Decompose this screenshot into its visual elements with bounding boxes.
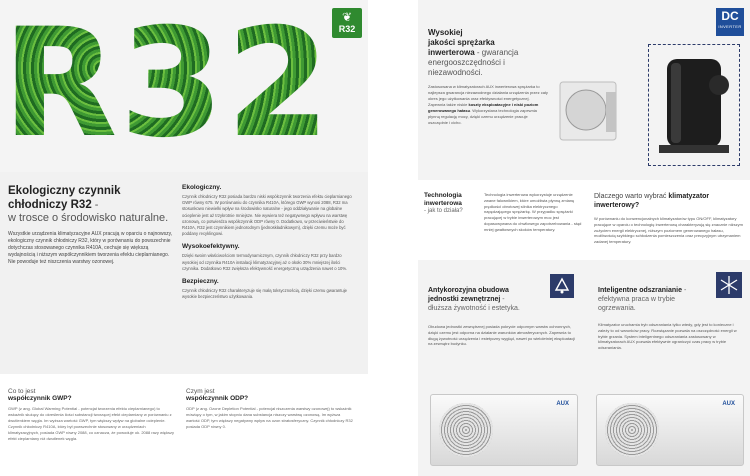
r32-badge-label: R32 [338, 24, 356, 34]
why-title-bold: klimatyzator inwerterowy? [594, 193, 710, 209]
compressor-title-2: jakości sprężarka [428, 38, 495, 47]
intro-title-line1: Ekologiczny czynnik [8, 185, 121, 197]
odp-q2: współczynnik ODP? [186, 395, 249, 402]
snowflake-icon [716, 272, 742, 298]
tech-subtitle: - jak to działa? [424, 208, 463, 214]
tech-title-block [424, 192, 478, 214]
dc-inverter-badge [716, 8, 744, 36]
ice-subtitle: - efektywna praca w trybie ogrzewania. [598, 287, 687, 312]
gwp-block [8, 388, 176, 442]
feature-body-safe: Czynnik chłodniczy R32 charakteryzuje się małą toksycznością, dzięki czemu gwarantuje wysokie bezpieczeństwo użytkowania. [182, 288, 348, 300]
anti-subtitle: - dłuższa żywotność i estetyka. [428, 296, 520, 312]
compressor-photo [649, 45, 739, 165]
compressor-text [428, 28, 548, 126]
feature-title-efficient: Wysokoefektywny. [182, 243, 240, 251]
r32-intro-subtitle: w trosce o środowisko naturalne. [8, 212, 169, 224]
why-inverter-block [594, 192, 744, 245]
r32-intro-body: Wszystkie urządzenia klimatyzacyjne AUX pracują w oparciu o najnowszy, ekologiczny czynnik chłodniczy R32, który w porównaniu do powszechnie dotychczas stosowanego czynnika R410A, cechuje się większą wydajnością i niższym współczynnikiem tworzenia efektu cieplarnianego. Nie powoduje też niszczenia warstwy ozonowej. [8, 231, 173, 265]
compressor-title [428, 28, 548, 78]
inverter-tech-section [418, 180, 750, 260]
anticorrosion-title [428, 286, 528, 313]
compressor-image-frame [648, 44, 740, 166]
right-page [418, 0, 750, 476]
why-inverter-title [594, 192, 744, 210]
feature-body-ecological: Czynnik chłodniczy R32 posiada bardzo niski współczynnik tworzenia efektu cieplarnianego GWP równy 675. W porównaniu do czynnika R410A, którego GWP wynosi 2088, R32 ma stosunkowo niewielki wpływ na środowisko naturalne - jego oddziaływanie na globalne ocieplenie jest aż trzykrotnie mniejsze. Nie wywiera też negatywnego wpływu na warstwę ozonową, co potwierdza współczynnik ODP równy 0. Dodatkowo, w przeciwieństwie do R410A, R32 jest czynnikiem jednorodnym (jednoskładnikowym), dzięki czemu może być poddany recyklingowi. [182, 194, 352, 237]
feature-title-safe: Bezpieczny. [182, 278, 219, 286]
defrost-body: Klimatyzator uruchamia tryb odszraniania tylko wtedy, gdy jest to konieczne i zależy to od warunków pracy. Rozwiązanie pozwala na oszczędność energii w trybie grzania. System inteligentnego odszraniania zastosowany w klimatyzatorach AUX pozwala efektywnie ograniczyć czas pracy w trybie odszraniania. [598, 322, 737, 351]
compressor-body-post: . Wykorzystana technologia zapewnia płynną regulację mocy, dzięki czemu urządzenie pracuje oszczędnie i cicho. [428, 108, 537, 125]
dc-label: DC [721, 9, 739, 23]
fan-grille [439, 403, 493, 457]
gwp-q1: Co to jest [8, 388, 36, 395]
outdoor-unit-snow-image [596, 394, 744, 466]
r32-badge [332, 8, 362, 38]
gwp-q2: współczynnik GWP? [8, 395, 72, 402]
why-inverter-body: W porównaniu do konwencjonalnych klimatyzatorów typu ON/OFF, klimatyzatory pracujące w oparciu o technologię inwerterową charakteryzują się znacznie niższym zużyciem energii elektrycznej, niższym poziomem generowanego hałasu, możliwością szybkiego schłodzenia pomieszczenia oraz precyzyjnym utrzymaniem zadanej temperatury. [594, 216, 743, 245]
feature-title-ecological: Ekologiczny. [182, 184, 222, 191]
r32-features [182, 184, 354, 300]
fan-grille-snow [605, 403, 659, 457]
odp-body: ODP (z ang. Ozone Depletion Potential - potencjał niszczenia warstwy ozonowej) to wskaźnik mówiący o tym, w jakim stopniu dana substancja niszczy warstwę ozonową. Im wyższa wartość ODP, tym większy negatywny wpływ na ozon stratosferyczny. Czynnik chłodniczy R32 posiada ODP równy 0. [186, 406, 353, 429]
r32-intro [8, 184, 174, 266]
compressor-title-rest: - gwarancja energooszczędności i niezawodności. [428, 48, 519, 77]
anticorrosion-section [418, 264, 584, 476]
inverter-label: INVERTER [718, 24, 742, 29]
odp-q1: Czym jest [186, 388, 215, 395]
defrost-section [586, 264, 750, 476]
outdoor-unit-image [430, 394, 578, 466]
tech-body: Technologia inwerterowa wykorzystuje urządzenie zwane falownikiem, które umożliwia płynną zmianę prędkości obrotowej silnika elektrycznego napędzającego sprężarkę. W przypadku sprężarki pracującej w trybie inwerterowym moc jest dopasowywana do chwilowego zapotrzebowania - stąd mniej gwałtownych skoków temperatury. [484, 192, 582, 232]
odp-block [186, 388, 354, 430]
anti-title-bold: Antykorozyjna obudowa jednostki zewnętrznej [428, 287, 509, 303]
defrost-title [598, 286, 708, 313]
r32-leaf-lettering: R32 [2, 0, 333, 171]
compressor-title-3: inwerterowa [428, 48, 475, 57]
outdoor-unit-photo [556, 62, 626, 150]
ice-title-bold: Inteligentne odszranianie [598, 287, 683, 294]
compressor-body-pre: Zastosowana w klimatyzatorach AUX inwerterowa sprężarka to najlepsza gwarancja niezawodnego działania urządzenia przez cały okres jego użytkowania oraz efektywności energetycznej. Zapewnia także niskie [428, 84, 548, 107]
compressor-body-bold: koszty eksploatacyjne i niski poziom generowanego hałasu [428, 102, 539, 113]
anticorrosion-icon [550, 274, 574, 298]
r32-hero [0, 0, 368, 172]
aux-logo-snow: AUX [722, 401, 735, 407]
compressor-body [428, 84, 548, 126]
aux-logo: AUX [556, 401, 569, 407]
why-title-pre: Dlaczego warto wybrać [594, 193, 669, 200]
intro-title-sep: - [91, 199, 99, 211]
gwp-odp-section [0, 374, 368, 476]
feature-body-efficient: Dzięki swoim właściwościom termodynamicznym, czynnik chłodniczy R32 przy bardzo wysokiej od czynnika R410A instalacji klimatyzacyjnej aż o około 30% mniejszej ilości czynnika. Dodatkowo R32 zwiększa efektywność energetyczną urządzenia nawet o 10%. [182, 253, 348, 271]
leaf-icon: ❦ [341, 10, 353, 24]
r32-intro-title [8, 184, 174, 212]
left-page [0, 0, 368, 476]
compressor-title-1: Wysokiej [428, 28, 463, 37]
gwp-body: GWP (z ang. Global Warming Potential - potencjał tworzenia efektu cieplarnianego) to wskaźnik służący do określenia ilości substancji tworzącej efekt cieplarniany w porównaniu z dwutlenkiem węgla. Im wyższa wartość GWP, tym większy wpływ na globalne ocieplenie. Czynnik chłodniczy R410A, który był powszechnie stosowany w urządzeniach klimatyzacyjnych, posiada GWP równy 2088, co oznacza, że powoduje ok. 2088 razy większy efekt cieplarniany niż dwutlenek węgla. [8, 406, 175, 441]
anticorrosion-body: Obudowa jednostki zewnętrznej posiada pokrycie odpornym warstw ochronnych, dzięki czemu jest odporna na działanie warunków atmosferycznych. Zapewnia to długą żywotność urządzenia i estetyczny wygląd, nawet po wieloletniej eksploatacji na zewnątrz budynku. [428, 324, 575, 347]
intro-title-line2: chłodniczy R32 [8, 199, 92, 211]
tech-title: Technologia inwerterowa [424, 192, 462, 207]
